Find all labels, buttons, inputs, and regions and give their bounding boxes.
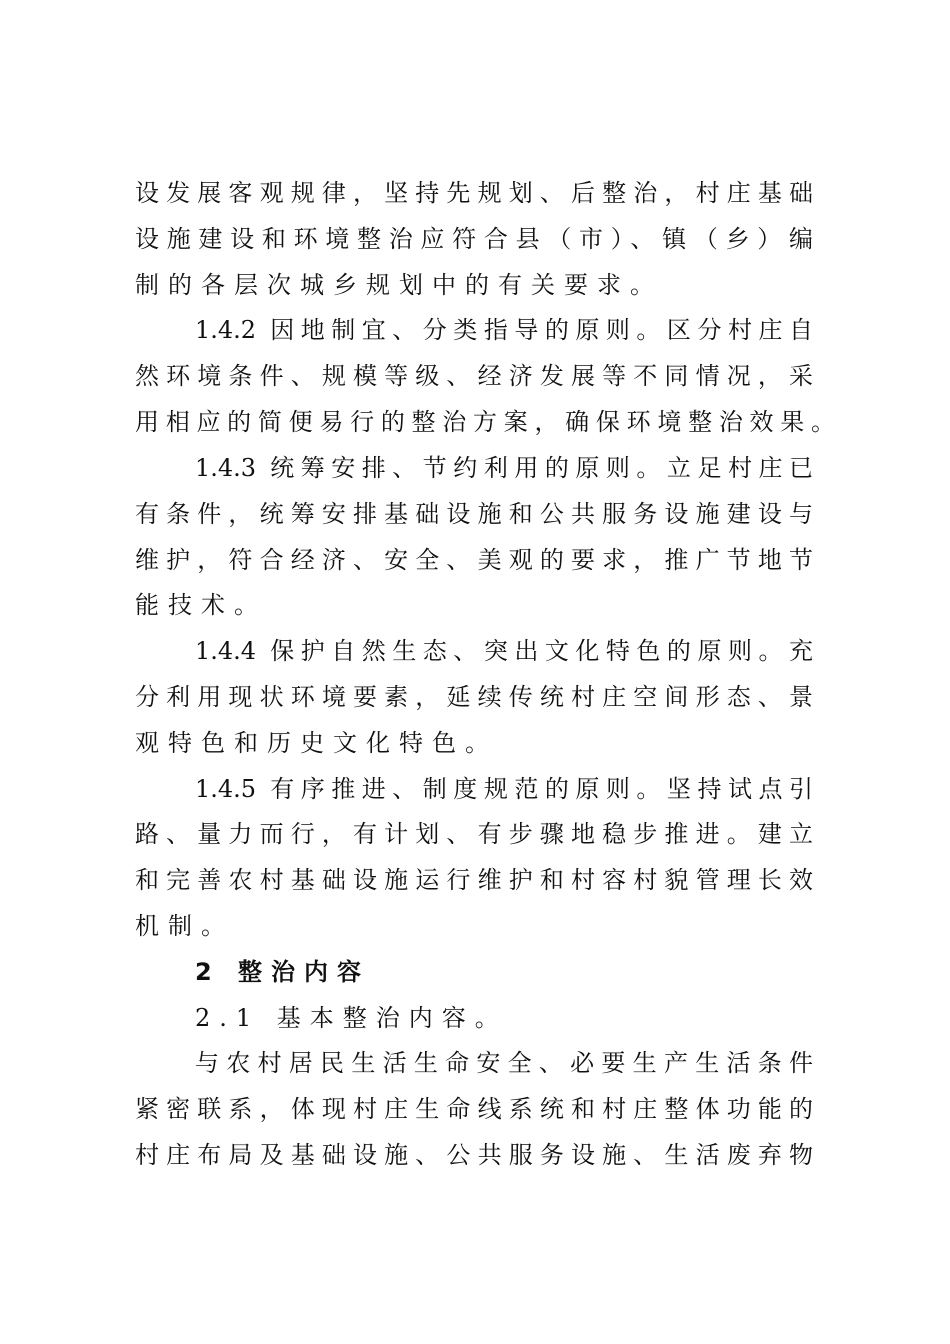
section-1-4-2-line-3: 用相应的简便易行的整治方案，确保环境整治效果。 (135, 408, 835, 436)
text-line-3: 制的各层次城乡规划中的有关要求。 (135, 271, 663, 299)
section-1-4-3-line-4: 能技术。 (135, 591, 267, 619)
section-1-4-5-line-3: 和完善农村基础设施运行维护和村容村貌管理长效 (135, 866, 813, 894)
section-1-4-4-line-1: 1.4.4 保护自然生态、突出文化特色的原则。充 (195, 637, 813, 665)
section-1-4-2-line-1: 1.4.2 因地制宜、分类指导的原则。区分村庄自 (195, 316, 813, 344)
section-2-1-line-2: 紧密联系，体现村庄生命线系统和村庄整体功能的 (135, 1095, 813, 1123)
section-1-4-5-line-2: 路、量力而行，有计划、有步骤地稳步推进。建立 (135, 820, 813, 848)
section-2-1-line-3: 村庄布局及基础设施、公共服务设施、生活废弃物 (135, 1141, 813, 1169)
section-1-4-2-line-2: 然环境条件、规模等级、经济发展等不同情况，采 (135, 362, 813, 390)
section-1-4-3-line-3: 维护，符合经济、安全、美观的要求，推广节地节 (135, 546, 813, 574)
section-1-4-4-line-3: 观特色和历史文化特色。 (135, 729, 498, 757)
section-1-4-5-line-4: 机制。 (135, 912, 234, 940)
section-1-4-4-line-2: 分利用现状环境要素，延续传统村庄空间形态、景 (135, 683, 813, 711)
text-line-2: 设施建设和环境整治应符合县（市）、镇（乡）编 (135, 225, 813, 253)
section-2-1-heading: 2.1 基本整治内容。 (195, 1004, 508, 1032)
section-1-4-3-line-2: 有条件，统筹安排基础设施和公共服务设施建设与 (135, 500, 813, 528)
text-line-1: 设发展客观规律，坚持先规划、后整治，村庄基础 (135, 179, 813, 207)
section-1-4-3-line-1: 1.4.3 统筹安排、节约利用的原则。立足村庄已 (195, 454, 813, 482)
section-2-heading: 2 整治内容 (195, 958, 371, 986)
section-1-4-5-line-1: 1.4.5 有序推进、制度规范的原则。坚持试点引 (195, 775, 813, 803)
section-2-1-line-1: 与农村居民生活生命安全、必要生产生活条件 (195, 1049, 813, 1077)
